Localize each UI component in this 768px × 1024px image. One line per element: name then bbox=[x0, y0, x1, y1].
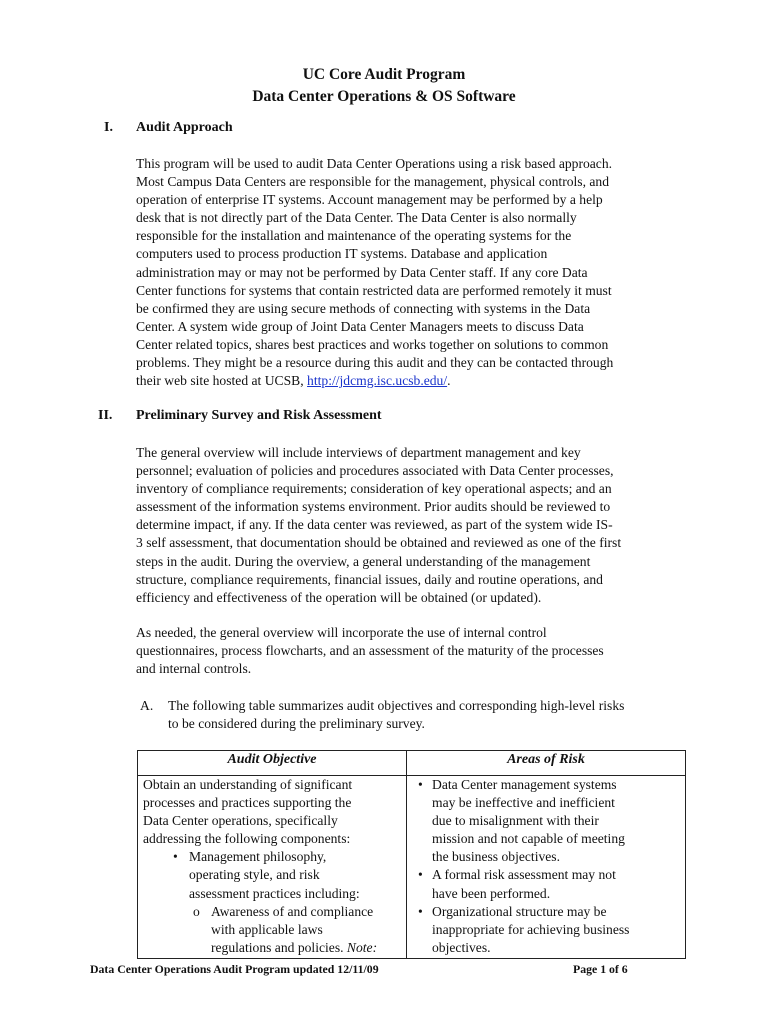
sub-bullet-text: regulations and policies. bbox=[211, 939, 347, 955]
paragraph-line: This program will be used to audit Data Center Operations using a risk based approach. bbox=[136, 156, 613, 171]
bullet-icon: • bbox=[418, 867, 423, 883]
paragraph-line: Center functions for systems that contain restricted data are performed remotely it must bbox=[136, 282, 612, 298]
paragraph-line: efficiency and effectiveness of the operation will be obtained (or updated). bbox=[136, 589, 542, 605]
paragraph-line: inventory of compliance requirements; consideration of key operational aspects; and an bbox=[136, 481, 612, 497]
section-2-number: II. bbox=[98, 408, 113, 423]
column-header-areas-of-risk: Areas of Risk bbox=[407, 751, 686, 776]
areas-of-risk-cell bbox=[407, 776, 686, 959]
table-header-row bbox=[138, 751, 686, 776]
paragraph-line: assessment of the information systems environment. Prior audits should be reviewed to bbox=[136, 499, 611, 515]
bullet-icon: • bbox=[418, 903, 423, 919]
paragraph-period: . bbox=[447, 373, 451, 389]
paragraph-line: responsible for the installation and maintenance of the operating systems for the bbox=[136, 228, 572, 244]
bullet-line: operating style, and risk bbox=[189, 867, 320, 883]
objective-bullet bbox=[143, 848, 401, 902]
paragraph-line: desk that is not directly part of the Data Center. The Data Center is also normally bbox=[136, 210, 577, 226]
paragraph-line: 3 self assessment, that documentation should be obtained and reviewed as one of the first bbox=[136, 535, 622, 551]
sub-bullet-line: with applicable laws bbox=[211, 921, 323, 937]
section-1-title: Audit Approach bbox=[136, 120, 233, 135]
paragraph-line: questionnaires, process flowcharts, and an assessment of the maturity of the processes bbox=[136, 643, 604, 659]
section-2-title: Preliminary Survey and Risk Assessment bbox=[136, 408, 382, 423]
section-1-number: I. bbox=[104, 120, 113, 135]
audit-objectives-table bbox=[137, 750, 686, 959]
bullet-line: Management philosophy, bbox=[189, 849, 327, 865]
list-item-line: to be considered during the preliminary survey. bbox=[168, 716, 425, 732]
risk-line: may be ineffective and inefficient bbox=[432, 795, 615, 811]
list-item-text bbox=[168, 697, 624, 733]
cell-line: addressing the following components: bbox=[143, 831, 351, 847]
audit-objective-cell bbox=[138, 776, 407, 959]
paragraph-line: As needed, the general overview will incorporate the use of internal control bbox=[136, 625, 547, 640]
bullet-line: assessment practices including: bbox=[189, 885, 360, 901]
note-label: Note: bbox=[346, 939, 378, 955]
footer-doc-info: Data Center Operations Audit Program updated 12/11/09 bbox=[90, 962, 379, 976]
paragraph-line: operation of enterprise IT systems. Account management may be performed by a help bbox=[136, 192, 603, 208]
cell-line: Data Center operations, specifically bbox=[143, 813, 338, 829]
paragraph-line: problems. They might be a resource during this audit and they can be contacted through bbox=[136, 355, 614, 371]
bullet-icon: • bbox=[173, 849, 178, 865]
paragraph-line: determine impact, if any. If the data center was reviewed, as part of the system wide IS- bbox=[136, 517, 613, 533]
sub-bullet-line: Awareness of and compliance bbox=[211, 903, 374, 919]
risk-line: Data Center management systems bbox=[432, 777, 617, 792]
risk-line: mission and not capable of meeting bbox=[432, 831, 625, 847]
list-item-line: The following table summarizes audit objectives and corresponding high-level risks bbox=[168, 698, 625, 713]
list-item-letter: A. bbox=[140, 698, 154, 713]
risk-bullet bbox=[412, 776, 680, 866]
paragraph-line: be confirmed they are using secure methods of connecting with systems in the Data bbox=[136, 300, 591, 316]
sub-bullet-icon: o bbox=[193, 903, 200, 919]
section-2-paragraph-1 bbox=[136, 444, 686, 607]
paragraph-line: personnel; evaluation of policies and procedures associated with Data Center processes, bbox=[136, 463, 614, 479]
paragraph-line-last bbox=[136, 372, 686, 390]
cell-line: processes and practices supporting the bbox=[143, 795, 352, 811]
sub-bullet-line bbox=[211, 939, 401, 957]
risk-bullet bbox=[412, 866, 680, 902]
paragraph-line: Most Campus Data Centers are responsible for the management, physical controls, and bbox=[136, 174, 610, 190]
table-row bbox=[138, 776, 686, 959]
paragraph-line: The general overview will include interviews of department management and key bbox=[136, 445, 581, 460]
risk-line: objectives. bbox=[432, 939, 491, 955]
objective-sub-bullet bbox=[143, 903, 401, 957]
paragraph-line: Center related topics, shares best practices and works together on solutions to common bbox=[136, 336, 609, 352]
paragraph-line: and internal controls. bbox=[136, 661, 252, 677]
paragraph-line: structure, compliance requirements, financial issues, daily and routine operations, and bbox=[136, 571, 603, 587]
cell-line: Obtain an understanding of significant bbox=[143, 777, 353, 792]
section-1-paragraph bbox=[136, 155, 686, 390]
column-header-audit-objective: Audit Objective bbox=[138, 751, 407, 776]
paragraph-line: steps in the audit. During the overview, a general understanding of the management bbox=[136, 553, 591, 569]
risk-line: due to misalignment with their bbox=[432, 813, 599, 829]
risk-line: inappropriate for achieving business bbox=[432, 921, 630, 937]
document-subtitle: Data Center Operations & OS Software bbox=[252, 88, 516, 105]
risk-line: Organizational structure may be bbox=[432, 903, 607, 919]
paragraph-text: their web site hosted at UCSB, bbox=[136, 373, 308, 389]
paragraph-line: Center. A system wide group of Joint Data Center Managers meets to discuss Data bbox=[136, 318, 584, 334]
risk-line: A formal risk assessment may not bbox=[432, 867, 616, 883]
risk-bullet bbox=[412, 903, 680, 957]
paragraph-line: computers used to process production IT systems. Database and application bbox=[136, 246, 548, 262]
bullet-icon: • bbox=[418, 777, 423, 792]
section-2-paragraph-2 bbox=[136, 624, 686, 678]
footer-page-number: Page 1 of 6 bbox=[573, 962, 628, 976]
risk-line: the business objectives. bbox=[432, 849, 560, 865]
risk-line: have been performed. bbox=[432, 885, 551, 901]
jdcmg-website-link[interactable]: http://jdcmg.isc.ucsb.edu/ bbox=[307, 373, 448, 389]
document-title: UC Core Audit Program bbox=[302, 66, 466, 83]
paragraph-line: administration may or may not be performed by Data Center staff. If any core Data bbox=[136, 264, 588, 280]
